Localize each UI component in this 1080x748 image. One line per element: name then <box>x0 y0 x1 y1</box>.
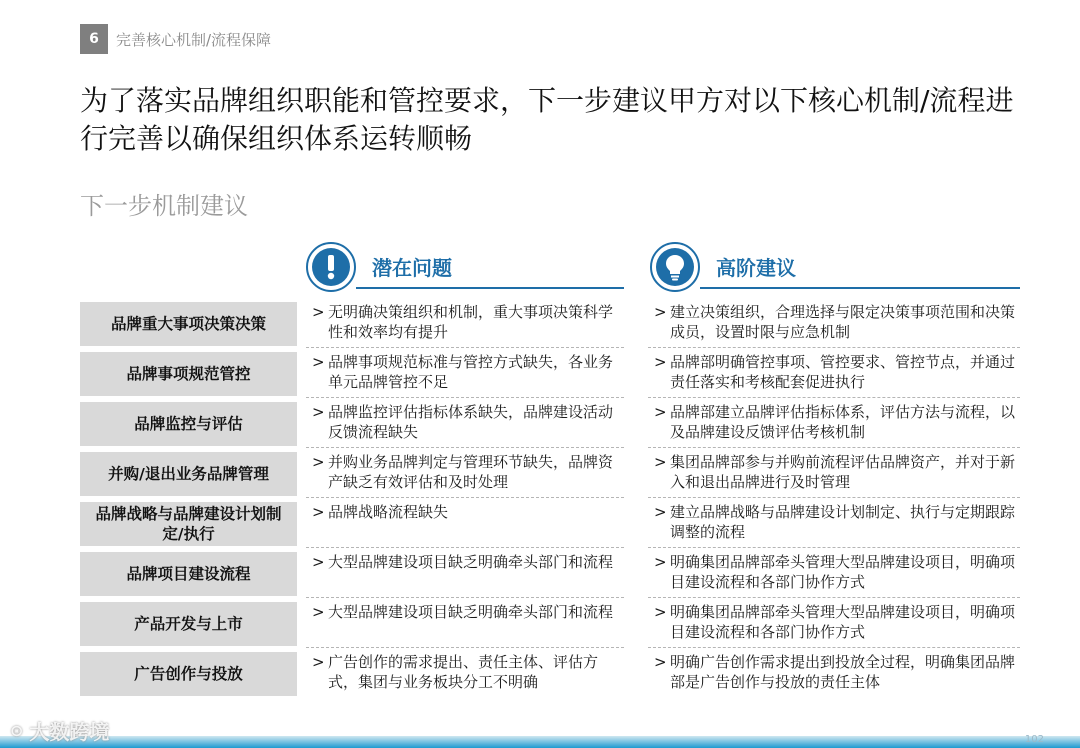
problems-column-header <box>306 242 624 294</box>
row-category: 品牌事项规范管控 <box>80 352 297 396</box>
table-row <box>80 550 1020 600</box>
table-row <box>80 650 1020 700</box>
section-tag <box>80 24 271 54</box>
bullet-marker: > <box>654 503 667 521</box>
lightbulb-icon <box>650 242 700 292</box>
row-suggestion: > 明确集团品牌部牵头管理大型品牌建设项目，明确项目建设流程和各部门协作方式 <box>648 602 1020 648</box>
bullet-marker: > <box>312 553 325 571</box>
row-problem: > 品牌监控评估指标体系缺失，品牌建设活动反馈流程缺失 <box>306 402 624 448</box>
row-category: 品牌项目建设流程 <box>80 552 297 596</box>
bullet-marker: > <box>312 603 325 621</box>
bullet-marker: > <box>312 653 325 671</box>
page-number: 102 <box>1024 734 1044 745</box>
bullet-marker: > <box>654 453 667 471</box>
row-problem: > 品牌事项规范标准与管控方式缺失，各业务单元品牌管控不足 <box>306 352 624 398</box>
suggestions-header-rule <box>700 287 1020 289</box>
table-row <box>80 400 1020 450</box>
table-row <box>80 350 1020 400</box>
row-category: 品牌监控与评估 <box>80 402 297 446</box>
row-problem: > 无明确决策组织和机制，重大事项决策科学性和效率均有提升 <box>306 302 624 348</box>
row-problem: > 大型品牌建设项目缺乏明确牵头部门和流程 <box>306 552 624 598</box>
bullet-marker: > <box>654 553 667 571</box>
page-subtitle: 下一步机制建议 <box>80 192 248 220</box>
row-suggestion: > 明确广告创作需求提出到投放全过程，明确集团品牌部是广告创作与投放的责任主体 <box>654 653 1016 691</box>
exclamation-icon <box>306 242 356 292</box>
table-row <box>80 450 1020 500</box>
table-row <box>80 600 1020 650</box>
mechanism-table <box>80 300 1020 700</box>
page-title: 为了落实品牌组织职能和管控要求，下一步建议甲方对以下核心机制/流程进行完善以确保组织体系运转顺畅 <box>80 84 1014 155</box>
footer-bar <box>0 736 1080 748</box>
bullet-marker: > <box>312 353 325 371</box>
row-category: 广告创作与投放 <box>80 652 297 696</box>
row-problem: > 广告创作的需求提出、责任主体、评估方式，集团与业务板块分工不明确 <box>312 653 599 691</box>
bullet-marker: > <box>654 603 667 621</box>
suggestions-column-header <box>650 242 1020 294</box>
row-suggestion: > 集团品牌部参与并购前流程评估品牌资产，并对于新入和退出品牌进行及时管理 <box>648 452 1020 498</box>
row-suggestion: > 建立决策组织，合理选择与限定决策事项范围和决策成员，设置时限与应急机制 <box>648 302 1020 348</box>
bullet-marker: > <box>654 303 667 321</box>
table-row <box>80 300 1020 350</box>
bullet-marker: > <box>654 353 667 371</box>
bullet-marker: > <box>654 403 667 421</box>
bullet-marker: > <box>312 303 325 321</box>
row-category: 并购/退出业务品牌管理 <box>80 452 297 496</box>
row-suggestion: > 明确集团品牌部牵头管理大型品牌建设项目，明确项目建设流程和各部门协作方式 <box>648 552 1020 598</box>
row-suggestion: > 品牌部明确管控事项、管控要求、管控节点，并通过责任落实和考核配套促进执行 <box>648 352 1020 398</box>
bullet-marker: > <box>312 503 325 521</box>
row-category: 产品开发与上市 <box>80 602 297 646</box>
watermark-text: 大数跨境 <box>29 720 110 744</box>
row-problem: > 大型品牌建设项目缺乏明确牵头部门和流程 <box>306 602 624 648</box>
row-suggestion: > 品牌部建立品牌评估指标体系，评估方法与流程，以及品牌建设反馈评估考核机制 <box>648 402 1020 448</box>
section-number: 6 <box>80 24 108 54</box>
row-problem: > 并购业务品牌判定与管理环节缺失，品牌资产缺乏有效评估和及时处理 <box>306 452 624 498</box>
watermark <box>10 716 109 745</box>
bullet-marker: > <box>312 453 325 471</box>
bullet-marker: > <box>654 653 667 671</box>
problems-header-rule <box>356 287 624 289</box>
watermark-logo-icon: ⊙ <box>10 721 24 740</box>
row-category: 品牌战略与品牌建设计划制定/执行 <box>80 502 297 546</box>
row-problem: > 品牌战略流程缺失 <box>306 502 624 548</box>
table-row <box>80 500 1020 550</box>
problems-column-label: 潜在问题 <box>372 256 452 280</box>
row-category: 品牌重大事项决策决策 <box>80 302 297 346</box>
section-title: 完善核心机制/流程保障 <box>116 30 272 49</box>
row-suggestion: > 建立品牌战略与品牌建设计划制定、执行与定期跟踪调整的流程 <box>648 502 1020 548</box>
bullet-marker: > <box>312 403 325 421</box>
suggestions-column-label: 高阶建议 <box>716 256 796 280</box>
